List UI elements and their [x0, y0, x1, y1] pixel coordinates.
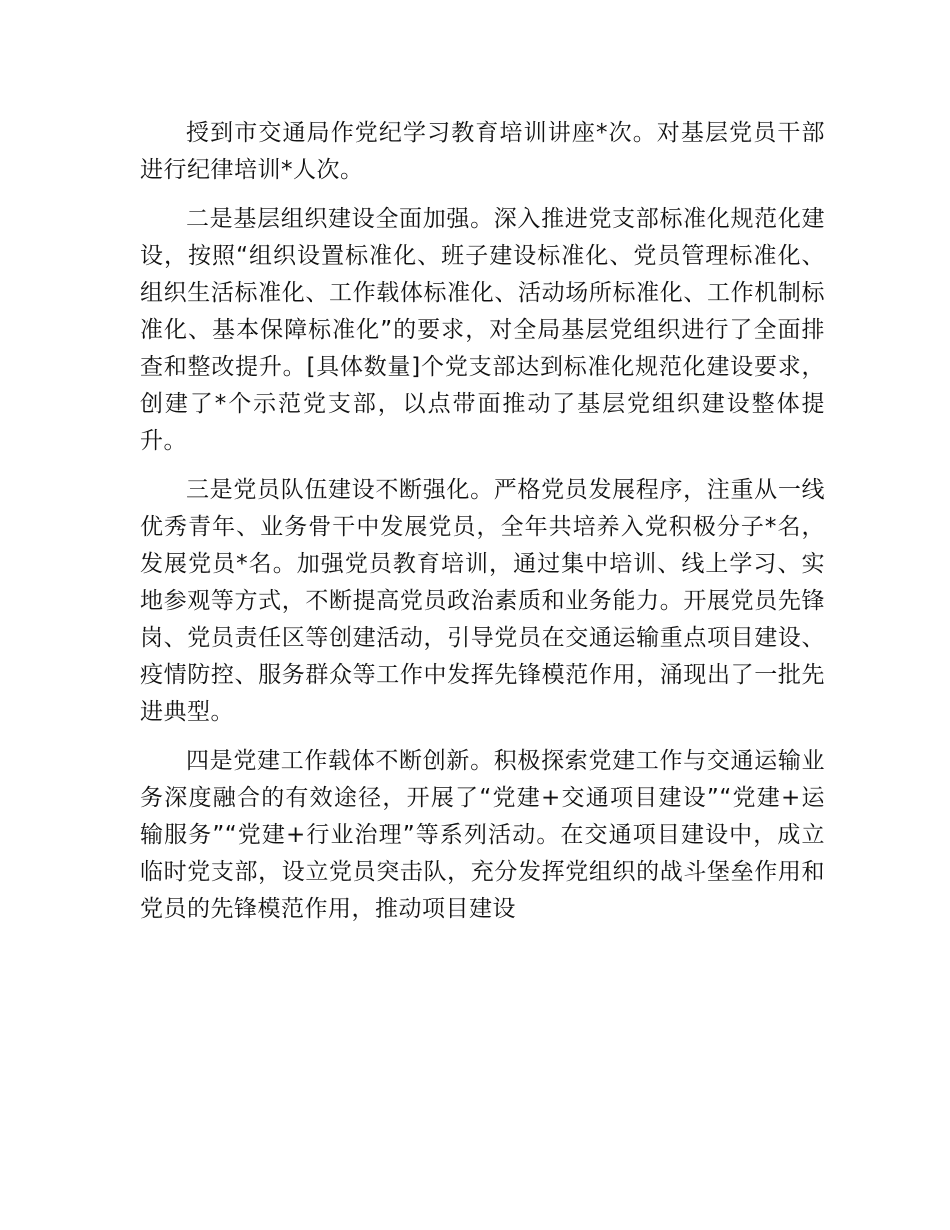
paragraph-party-member-team: 三是党员队伍建设不断强化。严格党员发展程序，注重从一线优秀青年、业务骨干中发展党员，全年共培养入党积极分子*名，发展党员*名。加强党员教育培训，通过集中培训、线上学习、实地参观等方式，不断提高党员政治素质和业务能力。开展党员先锋岗、党员责任区等创建活动，引导党员在交通运输重点项目建设、疫情防控、服务群众等工作中发挥先锋模范作用，涌现出了一批先进典型。 [140, 477, 825, 725]
paragraph-training-summary: 授到市交通局作党纪学习教育培训讲座*次。对基层党员干部进行纪律培训*人次。 [140, 120, 825, 183]
paragraph-work-innovation: 四是党建工作载体不断创新。积极探索党建工作与交通运输业务深度融合的有效途径，开展了“党建+交通项目建设”“党建+运输服务”“党建+行业治理”等系列活动。在交通项目建设中，成立临时党支部，设立党员突击队，充分发挥党组织的战斗堡垒作用和党员的先锋模范作用，推动项目建设 [140, 748, 825, 922]
paragraph-grassroots-organization: 二是基层组织建设全面加强。深入推进党支部标准化规范化建设，按照“组织设置标准化、班子建设标准化、党员管理标准化、组织生活标准化、工作载体标准化、活动场所标准化、工作机制标准化、基本保障标准化”的要求，对全局基层党组织进行了全面排查和整改提升。[具体数量]个党支部达到标准化规范化建设要求，创建了*个示范党支部，以点带面推动了基层党组织建设整体提升。 [140, 206, 825, 454]
document-body [140, 115, 825, 928]
